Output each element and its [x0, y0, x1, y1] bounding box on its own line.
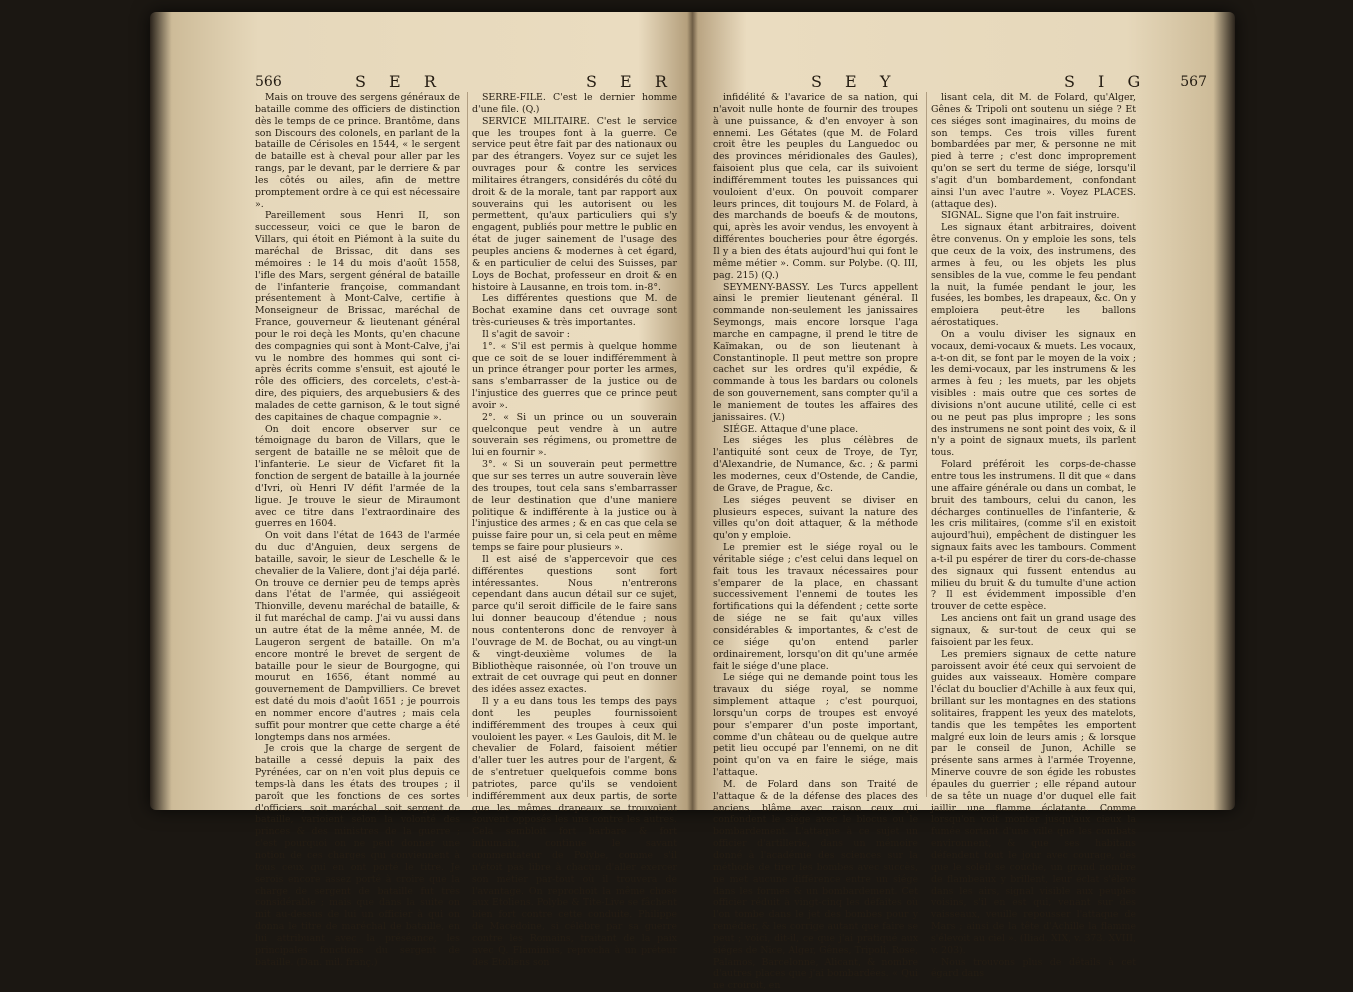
paragraph: Il est aisé de s'appercevoir que ces différentes questions sont fort intéressantes. Nous n'entrerons cependant dans aucun détail sur ce sujet, parce qu'il seroit difficile de le faire sans lui donner beaucoup d'étendue ; nous nous contenterons donc de renvoyer à l'ouvrage de M. de Bochat, ou au vingt-un & vingt-deuxième volumes de la Bibliothèque raisonnée, où l'on trouve un extrait de cet ouvrage qui peut en donner des idées assez exactes.	[472, 553, 677, 696]
paragraph: On voit dans l'état de 1643 de l'armée du duc d'Anguien, deux sergens de bataille, savoir, le sieur de Leschelle & le chevalier de la Valiere, dont j'ai déja parlé. On trouve ce dernier peu de temps après dans l'état de l'armée, qui assiégeoit Thionville, devenu maréchal de bataille, & il fut maréchal de camp. J'ai vu aussi dans un autre état de la même année, M. de Laugeron sergent de bataille. On m'a encore montré le brevet de sergent de bataille pour le sieur de Bourgogne, qui mourut en 1656, étant nommé au gouvernement de Dampvilliers. Ce brevet est daté du mois d'août 1651 ; je pourrois en nommer encore d'autres ; mais cela suffit pour montrer que cette charge a été longtemps dans nos armées.	[255, 530, 460, 743]
paragraph: SERVICE MILITAIRE. C'est le service que les troupes font à la guerre. Ce service peut être fait par des nationaux ou par des étrangers. Voyez sur ce sujet les ouvrages pour & contre les services militaires étrangers, considérés du côté du droit & de la morale, tant par rapport aux souverains qui les autorisent ou les permettent, qu'aux particuliers qui s'y engagent, publiés pour mettre le public en état de juger sainement de l'usage des peuples anciens & modernes à cet égard, & en particulier de celui des Suisses, par Loys de Bochat, professeur en droit & en histoire à Lausanne, en trois tom. in-8°.	[472, 115, 677, 293]
paragraph: Mais on trouve des sergens généraux de bataille comme des officiers de distinction dès le temps de ce prince. Brantôme, dans son Discours des colonels, en parlant de la bataille de Cérisoles en 1544, « le sergent de bataille est à cheval pour aller par les rangs, par le devant, par le derriere & par les côtés ou ailes, afin de mettre promptement ordre à ce qui est nécessaire ».	[255, 92, 460, 210]
book-spread	[150, 12, 1235, 992]
paragraph: Il y a eu dans tous les temps des pays dont les peuples fournissoient indifféremment des troupes à ceux qui vouloient les payer. « Les Gaulois, dit M. le chevalier de Folard, faisoient métier d'aller tuer les autres pour de l'argent, & de s'entretuer quelquefois comme bons patriotes, parce qu'ils se vendoient indifféremment aux deux partis, de sorte que les mêmes drapeaux se trouvoient souvent opposés les uns contre les autres. Cela sembloit fort barbare & fort inhumain, continue le savant commentateur de Polybe, comme s'il n'étoit pas libre à chacun d'aller exercer son métier par-tout où il trouvera de l'avantage. On reprochoit la même chose aux Etoliens. Polybe & Tite-Live se fâchent bien fort contre cette conduite. Philippe de Macédoine, si célèbre par sa guerre contre les Romains, traitant de la paix avec Q. Flaminius, reprocha à un préteur des Etoliens son	[472, 696, 677, 968]
paragraph: Le premier est le siége royal ou le véritable siége ; c'est celui dans lequel on fait tous les travaux nécessaires pour s'emparer de la place, en chassant successivement l'ennemi de toutes les fortifications qui la défendent ; cette sorte de siége ne se fait qu'aux villes considérables & importantes, & c'est de ce siége qu'on entend parler ordinairement, lorsqu'on dit qu'une armée fait le siége d'une place.	[713, 542, 918, 672]
paragraph: Les anciens ont fait un grand usage des signaux, & sur-tout de ceux qui se faisoient par les feux.	[931, 613, 1136, 648]
paragraph: Les siéges peuvent se diviser en plusieurs especes, suivant la nature des villes qu'on doit attaquer, & la méthode qu'on y emploie.	[713, 494, 918, 542]
paragraph: SEYMENY-BASSY. Les Turcs appellent ainsi le premier lieutenant général. Il commande non-seulement les janissaires Seymongs, mais encore lorsque l'aga marche en campagne, il prend le titre de Kaïmakan, ou de son lieutenant à Constantinople. Il peut mettre son propre cachet sur les ordres qu'il expédie, & commande à tous les bardars ou colonels de son gouvernement, sans compter qu'il a le maniement de toutes les affaires des janissaires. (V.)	[713, 281, 918, 423]
paragraph: Pareillement sous Henri II, son successeur, voici ce que le baron de Villars, qui étoit en Piémont à la suite du maréchal de Brissac, dit dans ses mémoires : le 14 du mois d'août 1558, l'ifle des Mars, sergent général de bataille de l'infanterie françoise, commandant présentement à Mont-Calve, certifie à Monseigneur de Brissac, maréchal de France, gouverneur & lieutenant général pour le roi deçà les Monts, qu'en chacune des compagnies qui sont à Mont-Calve, j'ai vu le nombre des hommes qui sont ci-après écrits comme s'ensuit, est ajouté le rôle des officiers, des corcelets, c'est-à-dire, des piquiers, des arquebusiers & des malades de cette garnison, & le tout signé des capitaines de chaque compagnie ».	[255, 210, 460, 423]
right-page	[693, 12, 1235, 992]
column-divider	[926, 92, 927, 797]
paragraph: Les différentes questions que M. de Bochat examine dans cet ouvrage sont très-curieuses & très importantes.	[472, 293, 677, 329]
running-head: S E Y	[811, 72, 900, 91]
paragraph: On a voulu diviser les signaux en vocaux, demi-vocaux & muets. Les vocaux, a-t-on dit, se font par le moyen de la voix ; les demi-vocaux, par les instrumens & les armes à feu ; les muets, par les objets visibles : mais outre que ces sortes de divisions n'ont aucune utilité, celle ci est ou ne peut pas plus impropre ; les sons des instrumens ne sont point des voix, & il n'y a point de signaux muets, ils parlent tous.	[931, 328, 1136, 459]
paragraph: M. de Folard dans son Traité de l'attaque & de la défense des places des anciens, blâme avec raison ceux qui confondent le siége avec le blocus ou le bombardement. L'attaque à ce sujet un officier d'artillerie, dans un mémoire donné à l'académie des sciences sur la méthode de tirer les bombes avec succès, ne met aucune différence entre un siége dans les formes & un bombardement. Cet officier réduit à vingt-cinq les défaites où l'on tombe dans le jet des bombes pour y remédier, & les corrige autant que faire se peut ; voici, dit-il, ce que j'ai pratiqué aux siéges de Nice, Alger, Gênes, Tripoli, Rose, Palamos, Barcelonne, Alicant, & nombre d'autres places que j'ai bombardées. « Qui ne croiroit, en	[713, 778, 918, 992]
paragraph: On doit encore observer sur ce témoignage du baron de Villars, que le sergent de bataille ne se mêloit que de l'infanterie. Le sieur de Vicfaret fit la fonction de sergent de bataille à la journée d'Ivri, où Henri IV défit l'armée de la ligue. Je trouve le sieur de Miraumont avec ce titre dans l'extraordinaire des guerres en 1604.	[255, 423, 460, 530]
paragraph: Les siéges les plus célèbres de l'antiquité sont ceux de Troye, de Tyr, d'Alexandrie, de Numance, &c. ; & parmi les modernes, ceux d'Ostende, de Candie, de Grave, de Prague, &c.	[713, 435, 918, 494]
text-column	[931, 92, 1136, 980]
text-column	[472, 92, 677, 968]
text-column	[713, 92, 918, 992]
paragraph: SIGNAL. Signe que l'on fait instruire.	[941, 210, 1120, 222]
paragraph: Je crois que la charge de sergent de bataille a cessé depuis la paix des Pyrénées, car on n'en voit plus depuis ce temps-là dans les états des troupes ; il paroît que les fonctions de ces sortes d'officiers, soit maréchal, soit sergent de bataille, varioient selon la volonté des princes & des ministres de la guerre ; c'est pourquoi on ne peut donner une notion de ces charges qui conviennent à tous ceux qui en ont porté le titre. Je serois encore assez porté à croire que la charge de sergent de bataille fut très considérable ; mais que dans la suite on mit au-dessus de lui un officier à qui on donna le titre de maréchal de bataille, en lui attribuant avec la préséance, les principales fonctions du sergent de bataille. (Dan. mil. franç.)	[255, 743, 460, 968]
paragraph: Nous trouvons plus de détails à cet égard dans	[931, 956, 1136, 980]
paragraph: lisant cela, dit M. de Folard, qu'Alger, Gênes & Tripoli ont soutenu un siége ? Et ces siéges sont imaginaires, du moins de son temps. Ces trois villes furent bombardées par mer, & personne ne mit pied à terre ; c'est donc improprement qu'on se sert du terme de siége, lorsqu'il s'agit d'un bombardement, confondant ainsi l'un avec l'autre ». Voyez PLACES. (attaque des).	[931, 92, 1136, 210]
paragraph: 1°. « S'il est permis à quelque homme que ce soit de se louer indifféremment à un prince étranger pour porter les armes, sans s'embarrasser de la justice ou de l'injustice des guerres que ce prince peut avoir ».	[472, 340, 677, 411]
running-head: S I G	[1064, 72, 1150, 91]
paragraph: infidélité & l'avarice de sa nation, qui n'avoit nulle honte de fournir des troupes à une puissance, & d'en envoyer à son ennemi. Les Gétates (que M. de Folard croit être les peuples du Languedoc ou des provinces méridionales des Gaules), faisoient plus que cela, car ils suivoient indifféremment toutes les puissances qui vouloient d'eux. On pouvoit comparer leurs princes, dit toujours M. de Folard, à des marchands de boeufs & de moutons, qui, après les avoir vendus, les envoyent à différentes boucheries pour être égorgés. Il y a bien des états aujourd'hui qui font le même métier ». Comm. sur Polybe. (Q. III, pag. 215) (Q.)	[713, 92, 918, 281]
text-column	[255, 92, 460, 968]
left-page	[150, 12, 692, 968]
running-head: S E R	[586, 72, 676, 91]
paragraph: 3°. « Si un souverain peut permettre que sur ses terres un autre souverain lève des troupes, tout cela sans s'embarrasser de leur destination que d'une maniere politique & indifférente à la justice ou à l'injustice des armes ; & en cas que cela se puisse faire pour un, si cela peut en même temps se faire pour plusieurs ».	[472, 459, 677, 554]
running-head: S E R	[355, 72, 445, 91]
paragraph: Les premiers signaux de cette nature paroissent avoir été ceux qui servoient de guides aux vaisseaux. Homère compare l'éclat du bouclier d'Achille à aux feux qui, brillant sur les montagnes en des stations solitaires, frappent les yeux des matelots, tandis que les tempêtes les emportent malgré eux loin de leurs amis ; & lorsque par le conseil de Junon, Achille se présente sans armes à l'armée Troyenne, Minerve couvre de son égide les robustes épaules du guerrier ; elle répand autour de sa tête un nuage d'or duquel elle fait jaillir une flamme éclatante. Comme lorsqu'on voit monter jusqu'aux cieux la fumée sortant d'une ville que les combats environnent, & que ses habitans défendent tout le jour avec courage, dès que le soleil se couche, un grand nombre de flambeaux y brillent, leur éclat s'élève dans les airs, signal visible aux peuples voisins, s'il en est qui, venant sur des vaisseaux, veuille repousser l'attaque de Mars ; ainsi de la tête d'Achille la flamme s'élevoit au ciel ». (Iliad. XIX, v. 373. XVIII, v. 203).	[931, 648, 1136, 956]
paragraph: Il s'agit de savoir :	[482, 328, 570, 340]
paragraph: 2°. « Si un prince ou un souverain quelconque peut vendre à un autre souverain ses régimens, ou promettre de lui en fournir ».	[472, 411, 677, 459]
page-number: 566	[255, 74, 282, 90]
paragraph: SIÉGE. Attaque d'une place.	[723, 423, 859, 435]
page-number: 567	[1180, 74, 1207, 90]
paragraph: Folard préféroit les corps-de-chasse entre tous les instrumens. Il dit que « dans une affaire générale ou dans un combat, le bruit des tambours, celui du canon, les décharges continuelles de l'infanterie, & les cris militaires, (comme s'il en existoit aujourd'hui), empêchent de distinguer les signaux faits avec les tambours. Comment a-t-il pu espérer de tirer du cors-de-chasse des signaux qui fussent entendus au milieu du bruit & du tumulte d'une action ? Il est évidemment impossible d'en trouver de cette espèce.	[931, 459, 1136, 613]
paragraph: SERRE-FILE. C'est le dernier homme d'une file. (Q.)	[472, 92, 677, 115]
paragraph: Les signaux étant arbitraires, doivent être convenus. On y emploie les sons, tels que ceux de la voix, des instrumens, des armes à feu, ou les objets les plus sensibles de la vue, comme le feu pendant la nuit, la fumée pendant le jour, les fusées, les bombes, les drapeaux, &c. On y emploiera peut-être les ballons aérostatiques.	[931, 222, 1136, 329]
column-divider	[467, 92, 468, 797]
paragraph: Le siége qui ne demande point tous les travaux du siége royal, se nomme simplement attaque ; c'est pourquoi, lorsqu'un corps de troupes est envoyé pour s'emparer d'un poste important, comme d'un château ou de quelque autre petit lieu occupé par l'ennemi, on ne dit point qu'on va en faire le siége, mais l'attaque.	[713, 672, 918, 779]
